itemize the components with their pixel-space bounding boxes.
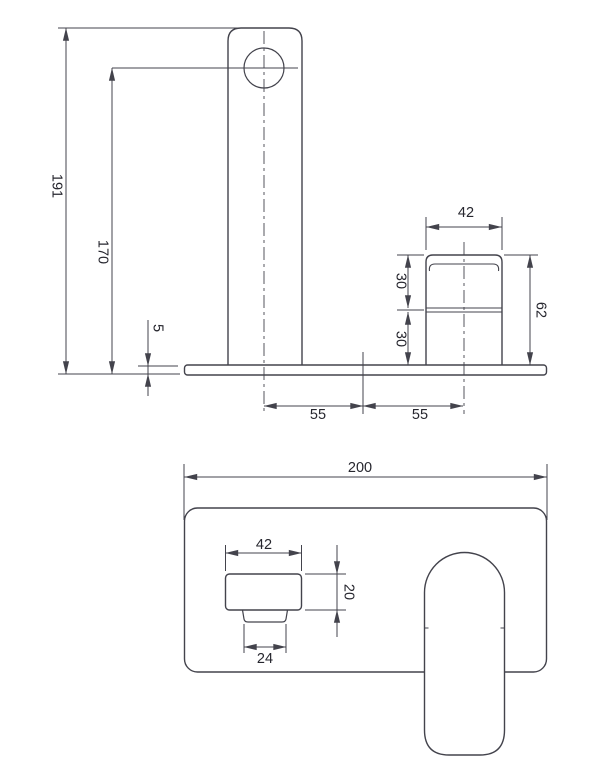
dim-label-handle-width: 42	[457, 204, 475, 221]
dim-label-total-height: 191	[48, 173, 65, 199]
dim-label-handle-bottom-30: 30	[392, 330, 409, 348]
front-view	[184, 464, 547, 755]
dim-label-spout-width: 42	[255, 536, 273, 553]
side-view	[58, 28, 547, 414]
handle-front	[425, 553, 505, 756]
dim-label-plate-width: 200	[347, 459, 373, 476]
extension-lines-side	[58, 28, 538, 414]
aerator-front	[243, 610, 288, 622]
dim-label-outlet-height: 170	[94, 239, 111, 265]
spout-outline	[228, 28, 302, 365]
dim-label-handle-height: 62	[532, 301, 549, 319]
wall-plate-side	[185, 365, 547, 375]
dim-label-plate-thickness: 5	[149, 323, 166, 333]
spout-front	[226, 574, 302, 610]
dim-label-handle-top-30: 30	[392, 272, 409, 290]
dim-label-aerator-width: 24	[256, 650, 274, 667]
dim-label-55-right: 55	[411, 406, 429, 423]
dim-label-55-left: 55	[309, 406, 327, 423]
dim-label-spout-height: 20	[340, 583, 357, 601]
